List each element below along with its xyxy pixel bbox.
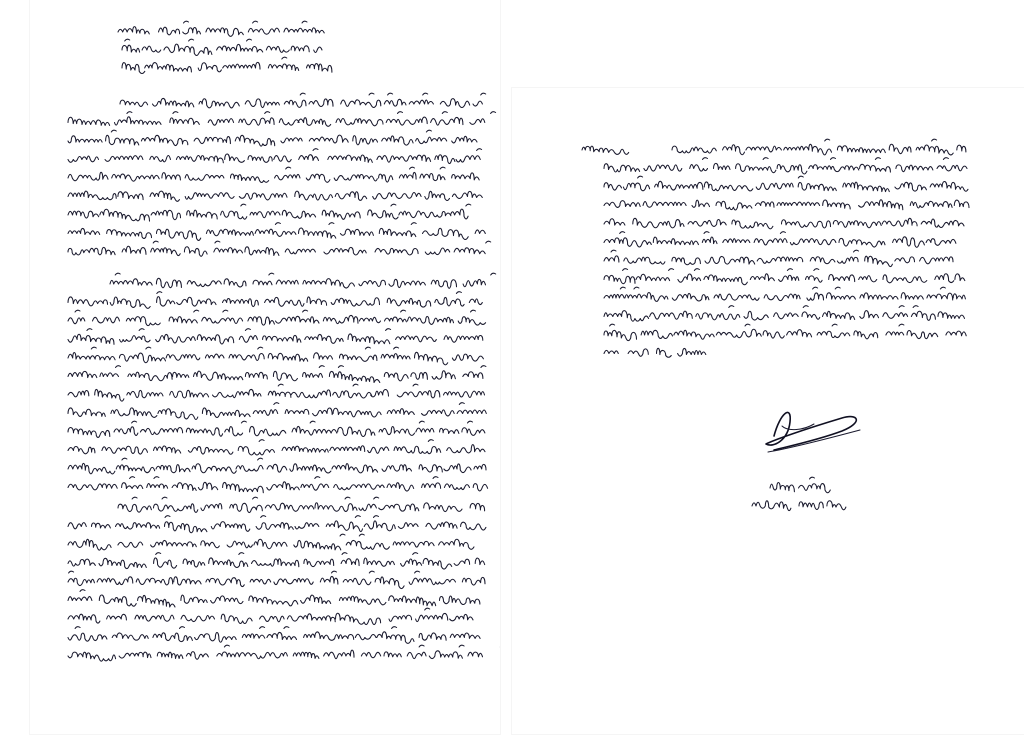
address-line bbox=[122, 57, 332, 73]
handwritten-line-stroke bbox=[672, 139, 966, 155]
handwritten-line-stroke bbox=[68, 292, 482, 309]
paragraph-line bbox=[68, 310, 486, 325]
paragraph-line bbox=[68, 347, 483, 365]
handwritten-line-stroke bbox=[68, 204, 471, 221]
handwritten-line-stroke bbox=[68, 310, 486, 325]
handwritten-line-stroke bbox=[68, 645, 500, 661]
paragraph-line bbox=[68, 292, 482, 309]
handwritten-line-stroke bbox=[582, 146, 629, 154]
paragraph-line bbox=[68, 440, 485, 455]
paragraph-line bbox=[68, 645, 500, 661]
paragraph-line bbox=[68, 329, 483, 345]
handwritten-line-stroke bbox=[604, 287, 965, 301]
paragraph-line bbox=[604, 287, 965, 301]
paragraph-line bbox=[604, 232, 956, 248]
handwritten-line-stroke bbox=[68, 167, 479, 182]
paragraph-line bbox=[68, 191, 482, 201]
handwritten-line-stroke bbox=[68, 223, 485, 241]
handwritten-line-stroke bbox=[604, 158, 967, 174]
handwritten-line-stroke bbox=[68, 384, 485, 401]
paragraph-line bbox=[68, 167, 479, 182]
paragraph-line bbox=[120, 93, 486, 108]
handwritten-line-stroke bbox=[604, 218, 964, 229]
paragraph-line bbox=[68, 477, 488, 493]
handwritten-line-stroke bbox=[68, 421, 485, 437]
handwritten-line-stroke bbox=[604, 269, 965, 285]
paragraph-line bbox=[604, 306, 965, 322]
letter-page-1 bbox=[30, 0, 500, 734]
handwritten-line-stroke bbox=[68, 477, 488, 493]
paragraph-line bbox=[68, 571, 485, 588]
handwritten-line-stroke bbox=[68, 553, 485, 569]
handwritten-line-stroke bbox=[604, 176, 968, 191]
paragraph-line bbox=[68, 458, 486, 474]
handwritten-line-stroke bbox=[604, 200, 969, 210]
handwritten-line-stroke bbox=[122, 57, 332, 73]
paragraph-line bbox=[604, 324, 966, 340]
handwritten-line-stroke bbox=[68, 366, 486, 383]
paragraph-line bbox=[68, 421, 485, 437]
paragraph-line bbox=[604, 158, 967, 174]
paragraph-line bbox=[68, 241, 491, 256]
handwritten-line-stroke bbox=[604, 324, 966, 340]
handwritten-line-stroke bbox=[68, 130, 477, 146]
handwritten-line-stroke bbox=[68, 241, 491, 256]
paragraph-line bbox=[68, 112, 496, 127]
handwritten-line-stroke bbox=[68, 571, 485, 588]
handwritten-line-stroke bbox=[118, 21, 324, 36]
paragraph-line bbox=[68, 223, 485, 241]
handwritten-line-stroke bbox=[68, 191, 482, 201]
paragraph-line bbox=[68, 590, 480, 607]
paragraph-line bbox=[68, 534, 474, 550]
handwritten-line-stroke bbox=[68, 347, 483, 365]
paragraph-line bbox=[604, 218, 964, 229]
paragraph-line bbox=[68, 608, 473, 624]
paragraph-line bbox=[604, 250, 953, 266]
paragraph-line bbox=[68, 627, 480, 644]
handwritten-line-stroke bbox=[604, 348, 706, 357]
handwritten-line-stroke bbox=[110, 273, 496, 288]
handwritten-text-page-2 bbox=[512, 88, 1024, 734]
handwritten-line-stroke bbox=[752, 501, 846, 511]
salutation bbox=[582, 146, 629, 154]
paragraph-line bbox=[68, 366, 486, 383]
paragraph-line bbox=[604, 200, 969, 210]
paragraph-line bbox=[118, 497, 485, 512]
paragraph-line bbox=[604, 348, 706, 357]
signature bbox=[766, 412, 860, 452]
handwritten-line-stroke bbox=[68, 329, 483, 345]
handwritten-line-stroke bbox=[68, 516, 486, 533]
paragraph-line bbox=[68, 516, 486, 533]
handwritten-line-stroke bbox=[68, 149, 482, 164]
paragraph-line bbox=[68, 384, 485, 401]
handwritten-line-stroke bbox=[604, 306, 965, 322]
handwritten-line-stroke bbox=[770, 477, 830, 493]
handwritten-line-stroke bbox=[68, 403, 486, 420]
handwritten-line-stroke bbox=[68, 627, 480, 644]
paragraph-line bbox=[68, 149, 482, 164]
handwritten-line-stroke bbox=[122, 39, 322, 55]
handwritten-line-stroke bbox=[120, 93, 486, 108]
signature-name bbox=[770, 477, 830, 493]
handwritten-text-page-1 bbox=[30, 0, 500, 734]
paragraph-line bbox=[672, 139, 966, 155]
letter-page-2 bbox=[512, 88, 1024, 734]
handwritten-line-stroke bbox=[68, 112, 496, 127]
paragraph-line bbox=[604, 269, 965, 285]
signature-title bbox=[752, 501, 846, 511]
paragraph-line bbox=[68, 130, 477, 146]
handwritten-line-stroke bbox=[68, 590, 480, 607]
handwritten-line-stroke bbox=[68, 608, 473, 624]
address-line bbox=[122, 39, 322, 55]
address-line bbox=[118, 21, 324, 36]
handwritten-line-stroke bbox=[68, 458, 486, 474]
handwritten-line-stroke bbox=[604, 250, 953, 266]
paragraph-line bbox=[110, 273, 496, 288]
paragraph-line bbox=[68, 204, 471, 221]
handwritten-line-stroke bbox=[68, 534, 474, 550]
handwritten-line-stroke bbox=[68, 440, 485, 455]
paragraph-line bbox=[68, 553, 485, 569]
paragraph-line bbox=[604, 176, 968, 191]
handwritten-line-stroke bbox=[604, 232, 956, 248]
paragraph-line bbox=[68, 403, 486, 420]
handwritten-line-stroke bbox=[118, 497, 485, 512]
